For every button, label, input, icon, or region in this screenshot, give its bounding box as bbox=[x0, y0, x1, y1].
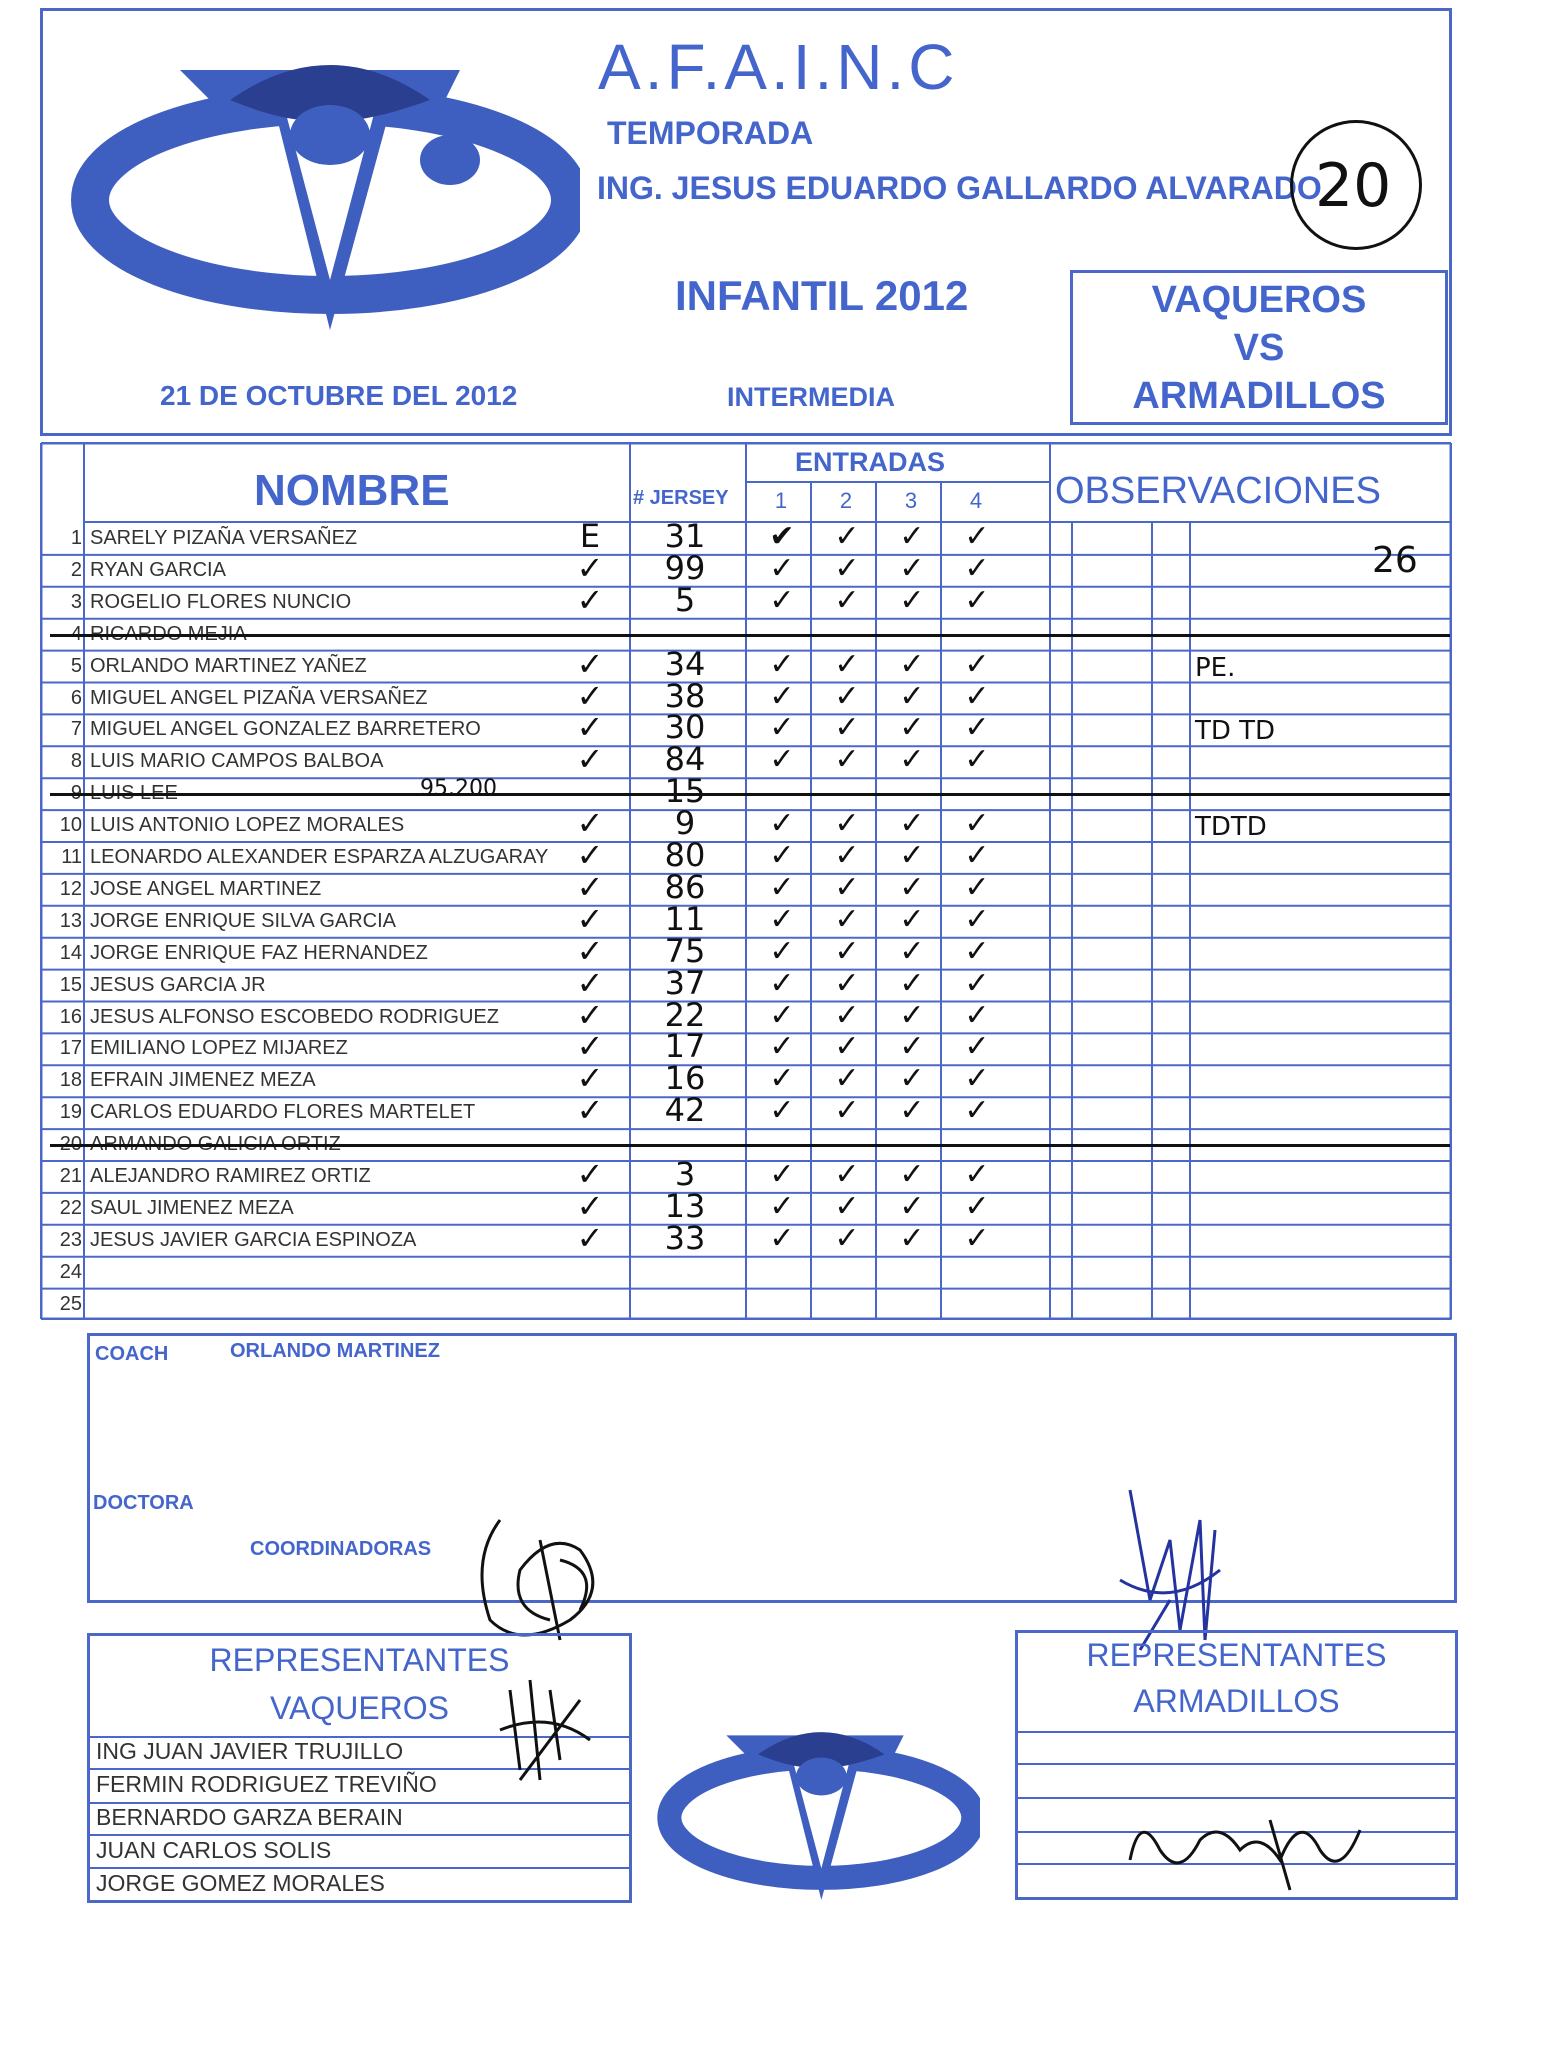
entrada-check: ✓ bbox=[964, 965, 990, 1001]
entrada-check: ✓ bbox=[769, 933, 795, 969]
attendance-mark: ✓ bbox=[576, 676, 604, 715]
jersey-number: 31 bbox=[664, 517, 706, 555]
entrada-check: ✓ bbox=[834, 1157, 860, 1192]
jersey-number: 99 bbox=[664, 548, 706, 587]
jersey-number: 37 bbox=[664, 963, 706, 1002]
entrada-check: ✓ bbox=[834, 997, 860, 1033]
player-name: ROGELIO FLORES NUNCIO bbox=[90, 590, 352, 613]
entrada-check: ✔ bbox=[769, 519, 795, 554]
entrada-4-header: 4 bbox=[969, 488, 983, 513]
entrada-check: ✓ bbox=[964, 933, 990, 969]
rep-vaqueros-name: ING JUAN JAVIER TRUJILLO bbox=[96, 1738, 404, 1764]
rep-vaqueros-name: JORGE GOMEZ MORALES bbox=[96, 1870, 385, 1896]
entrada-check: ✓ bbox=[964, 838, 990, 873]
entrada-check: ✓ bbox=[769, 1029, 795, 1065]
entrada-check: ✓ bbox=[769, 1220, 795, 1256]
category-label: INFANTIL 2012 bbox=[675, 272, 969, 319]
player-name: RYAN GARCIA bbox=[90, 558, 226, 581]
jersey-number: 34 bbox=[664, 644, 706, 683]
entrada-check: ✓ bbox=[899, 965, 925, 1001]
entrada-check: ✓ bbox=[964, 869, 990, 905]
attendance-mark: ✓ bbox=[576, 708, 604, 747]
attendance-mark: ✓ bbox=[576, 548, 604, 587]
rep-line bbox=[1018, 1731, 1455, 1733]
entrada-check: ✓ bbox=[769, 742, 795, 778]
entrada-check: ✓ bbox=[899, 1029, 925, 1065]
entrada-check: ✓ bbox=[964, 901, 990, 937]
entrada-check: ✓ bbox=[834, 965, 860, 1001]
away-team: ARMADILLOS bbox=[1132, 375, 1386, 417]
entrada-check: ✓ bbox=[899, 646, 925, 682]
attendance-mark: ✓ bbox=[576, 931, 604, 970]
row-number: 25 bbox=[59, 1292, 82, 1315]
game-number-circle bbox=[1290, 120, 1422, 250]
entrada-check: ✓ bbox=[899, 838, 925, 873]
org-title: A.F.A.I.N.C bbox=[598, 31, 959, 103]
row-number: 15 bbox=[59, 973, 82, 996]
row-number: 17 bbox=[59, 1037, 82, 1060]
rep-vaqueros-title: REPRESENTANTES bbox=[209, 1642, 510, 1678]
player-name: JOSE ANGEL MARTINEZ bbox=[90, 877, 322, 900]
attendance-mark: ✓ bbox=[576, 804, 604, 843]
row-number: 4 bbox=[70, 622, 82, 645]
player-name: JESUS GARCIA JR bbox=[90, 973, 266, 996]
entrada-check: ✓ bbox=[769, 678, 795, 714]
entrada-check: ✓ bbox=[964, 678, 990, 714]
attendance-mark: ✓ bbox=[576, 1091, 604, 1130]
jersey-number: 42 bbox=[664, 1091, 706, 1130]
jersey-number: 11 bbox=[664, 899, 706, 938]
staff-box bbox=[87, 1333, 1457, 1603]
rep-vaqueros-name: BERNARDO GARZA BERAIN bbox=[96, 1804, 403, 1830]
jersey-number: 22 bbox=[664, 995, 706, 1034]
entrada-check: ✓ bbox=[769, 838, 795, 873]
entrada-check: ✓ bbox=[769, 646, 795, 682]
entrada-check: ✓ bbox=[834, 519, 860, 554]
entrada-check: ✓ bbox=[834, 550, 860, 586]
entrada-check: ✓ bbox=[899, 1157, 925, 1192]
entrada-check: ✓ bbox=[834, 901, 860, 937]
entrada-check: ✓ bbox=[899, 1188, 925, 1224]
jersey-number: 75 bbox=[664, 931, 706, 970]
entrada-check: ✓ bbox=[899, 806, 925, 842]
entrada-check: ✓ bbox=[769, 869, 795, 905]
observation: TDTD bbox=[1195, 812, 1267, 843]
vs-label: VS bbox=[1233, 327, 1285, 369]
jersey-number: 84 bbox=[664, 740, 706, 779]
row-number: 11 bbox=[61, 846, 82, 868]
entrada-check: ✓ bbox=[899, 1220, 925, 1256]
player-name: MIGUEL ANGEL PIZAÑA VERSAÑEZ bbox=[90, 686, 428, 709]
entrada-check: ✓ bbox=[769, 1093, 795, 1129]
entrada-3-header: 3 bbox=[904, 488, 918, 513]
entrada-check: ✓ bbox=[769, 997, 795, 1033]
game-number: 20 bbox=[1315, 151, 1392, 221]
entrada-check: ✓ bbox=[964, 742, 990, 778]
entrada-check: ✓ bbox=[769, 550, 795, 586]
entrada-check: ✓ bbox=[899, 869, 925, 905]
signature-icon bbox=[1120, 1790, 1390, 1900]
player-name: EFRAIN JIMENEZ MEZA bbox=[90, 1069, 316, 1092]
attendance-mark: ✓ bbox=[576, 899, 604, 938]
entrada-check: ✓ bbox=[769, 901, 795, 937]
signature-icon bbox=[490, 1670, 600, 1790]
entrada-check: ✓ bbox=[899, 678, 925, 714]
entrada-check: ✓ bbox=[964, 550, 990, 586]
entrada-check: ✓ bbox=[834, 1061, 860, 1097]
jersey-number: 30 bbox=[664, 708, 706, 747]
entrada-check: ✓ bbox=[964, 806, 990, 842]
entrada-check: ✓ bbox=[769, 806, 795, 842]
entrada-2-header: 2 bbox=[839, 488, 853, 513]
strike-line bbox=[50, 634, 1450, 637]
row-number: 6 bbox=[70, 686, 82, 709]
entrada-check: ✓ bbox=[964, 1157, 990, 1192]
header-entradas: ENTRADAS bbox=[795, 447, 946, 477]
attendance-mark: ✓ bbox=[576, 963, 604, 1002]
player-name: SARELY PIZAÑA VERSAÑEZ bbox=[90, 527, 358, 549]
attendance-mark: ✓ bbox=[576, 1059, 604, 1098]
coordinadoras-label: COORDINADORAS bbox=[250, 1538, 432, 1560]
entrada-check: ✓ bbox=[834, 933, 860, 969]
entrada-check: ✓ bbox=[964, 582, 990, 618]
entrada-check: ✓ bbox=[834, 1188, 860, 1224]
attendance-mark: ✓ bbox=[576, 1186, 604, 1225]
entrada-check: ✓ bbox=[769, 965, 795, 1001]
attendance-mark: ✓ bbox=[576, 1218, 604, 1257]
entrada-check: ✓ bbox=[834, 710, 860, 746]
row-number: 21 bbox=[59, 1165, 82, 1187]
entrada-check: ✓ bbox=[899, 550, 925, 586]
attendance-mark: ✓ bbox=[576, 644, 604, 683]
entrada-check: ✓ bbox=[834, 806, 860, 842]
jersey-number: 5 bbox=[674, 580, 696, 619]
entrada-check: ✓ bbox=[964, 710, 990, 746]
header-jersey: # JERSEY bbox=[633, 487, 729, 509]
observation: TD TD bbox=[1195, 716, 1276, 747]
attendance-mark: ✓ bbox=[576, 1155, 604, 1193]
entrada-check: ✓ bbox=[964, 1061, 990, 1097]
entrada-check: ✓ bbox=[899, 1061, 925, 1097]
attendance-mark: ✓ bbox=[576, 580, 604, 619]
row-number: 7 bbox=[70, 718, 82, 741]
coach-name: ORLANDO MARTINEZ bbox=[230, 1340, 440, 1362]
note-26: 26 bbox=[1372, 540, 1418, 581]
player-name: ORLANDO MARTINEZ YAÑEZ bbox=[90, 654, 367, 677]
player-name: LUIS ANTONIO LOPEZ MORALES bbox=[90, 814, 405, 837]
attendance-mark: E bbox=[579, 517, 601, 555]
player-name: LUIS MARIO CAMPOS BALBOA bbox=[90, 750, 384, 773]
player-name: RICARDO MEJIA bbox=[90, 622, 247, 645]
entrada-check: ✓ bbox=[964, 1093, 990, 1129]
header-observaciones: OBSERVACIONES bbox=[1055, 470, 1381, 512]
jersey-number: 38 bbox=[664, 676, 706, 715]
jersey-number: 9 bbox=[674, 804, 696, 843]
entrada-check: ✓ bbox=[964, 1029, 990, 1065]
rep-line bbox=[90, 1834, 629, 1836]
attendance-mark: ✓ bbox=[576, 1027, 604, 1066]
entrada-check: ✓ bbox=[899, 582, 925, 618]
match-date: 21 DE OCTUBRE DEL 2012 bbox=[160, 380, 518, 411]
row-number: 13 bbox=[59, 909, 82, 932]
jersey-number: 13 bbox=[664, 1186, 706, 1225]
rep-armadillos-title: REPRESENTANTES bbox=[1086, 1637, 1387, 1673]
attendance-mark: ✓ bbox=[576, 740, 604, 779]
entrada-check: ✓ bbox=[834, 582, 860, 618]
entrada-check: ✓ bbox=[834, 1029, 860, 1065]
rep-vaqueros-name: JUAN CARLOS SOLIS bbox=[96, 1837, 332, 1863]
entrada-check: ✓ bbox=[834, 838, 860, 873]
player-name: JESUS ALFONSO ESCOBEDO RODRIGUEZ bbox=[90, 1005, 499, 1028]
jersey-number: 33 bbox=[664, 1218, 706, 1257]
attendance-mark: ✓ bbox=[576, 836, 604, 874]
entrada-check: ✓ bbox=[899, 933, 925, 969]
player-name: ALEJANDRO RAMIREZ ORTIZ bbox=[90, 1165, 371, 1187]
player-name: ARMANDO GALICIA ORTIZ bbox=[90, 1133, 341, 1156]
jersey-number: 17 bbox=[664, 1027, 706, 1066]
entrada-check: ✓ bbox=[769, 582, 795, 618]
vaqueros-logo-icon bbox=[650, 1710, 980, 1900]
player-name: CARLOS EDUARDO FLORES MARTELET bbox=[90, 1101, 476, 1124]
row-number: 8 bbox=[70, 750, 82, 773]
row-number: 18 bbox=[59, 1069, 82, 1092]
jersey-number: 3 bbox=[674, 1155, 696, 1193]
entrada-check: ✓ bbox=[899, 997, 925, 1033]
rep-line bbox=[90, 1867, 629, 1869]
row-number: 22 bbox=[59, 1196, 82, 1219]
player-name: LUIS LEE bbox=[90, 782, 178, 805]
match-box bbox=[1070, 270, 1448, 425]
entrada-check: ✓ bbox=[899, 1093, 925, 1129]
entrada-check: ✓ bbox=[899, 742, 925, 778]
entrada-check: ✓ bbox=[899, 519, 925, 554]
row-number: 19 bbox=[59, 1101, 82, 1124]
player-name: SAUL JIMENEZ MEZA bbox=[90, 1196, 294, 1219]
jersey-number: 16 bbox=[664, 1059, 706, 1098]
rep-vaqueros-name: FERMIN RODRIGUEZ TREVIÑO bbox=[96, 1771, 437, 1797]
row-number: 14 bbox=[59, 941, 82, 964]
division-label: INTERMEDIA bbox=[727, 382, 895, 412]
observation: PE. bbox=[1195, 652, 1236, 683]
row-number: 5 bbox=[70, 654, 82, 677]
entrada-check: ✓ bbox=[834, 1220, 860, 1256]
entrada-check: ✓ bbox=[964, 646, 990, 682]
entrada-check: ✓ bbox=[769, 1188, 795, 1224]
row-number: 20 bbox=[59, 1133, 82, 1156]
player-name: EMILIANO LOPEZ MIJAREZ bbox=[90, 1037, 348, 1060]
entrada-check: ✓ bbox=[834, 869, 860, 905]
strike-line bbox=[50, 1144, 1450, 1147]
attendance-mark: ✓ bbox=[576, 867, 604, 906]
jersey-number: 80 bbox=[664, 836, 706, 874]
header-nombre: NOMBRE bbox=[254, 466, 450, 515]
row-number: 2 bbox=[70, 558, 82, 581]
player-name: JORGE ENRIQUE SILVA GARCIA bbox=[90, 909, 396, 932]
row-number: 16 bbox=[59, 1005, 82, 1028]
vaqueros-logo-icon bbox=[60, 30, 580, 330]
row-number: 24 bbox=[59, 1260, 82, 1283]
entrada-check: ✓ bbox=[964, 1220, 990, 1256]
player-name: JORGE ENRIQUE FAZ HERNANDEZ bbox=[90, 941, 428, 964]
entrada-check: ✓ bbox=[899, 901, 925, 937]
row-number: 1 bbox=[70, 527, 82, 549]
entrada-check: ✓ bbox=[964, 519, 990, 554]
player-name: JESUS JAVIER GARCIA ESPINOZA bbox=[90, 1228, 417, 1251]
entrada-check: ✓ bbox=[769, 710, 795, 746]
coach-label: COACH bbox=[95, 1343, 169, 1365]
rep-armadillos-team: ARMADILLOS bbox=[1133, 1683, 1340, 1719]
president-name: ING. JESUS EDUARDO GALLARDO ALVARADO bbox=[597, 170, 1322, 206]
entrada-check: ✓ bbox=[769, 1061, 795, 1097]
struck-note: 95.200 bbox=[420, 776, 497, 802]
rep-vaqueros-team: VAQUEROS bbox=[270, 1690, 449, 1726]
entrada-check: ✓ bbox=[834, 646, 860, 682]
player-name: LEONARDO ALEXANDER ESPARZA ALZUGARAY bbox=[90, 846, 549, 868]
rep-line bbox=[1018, 1763, 1455, 1765]
temporada-label: TEMPORADA bbox=[607, 115, 814, 151]
entrada-check: ✓ bbox=[769, 1157, 795, 1192]
row-number: 3 bbox=[70, 590, 82, 613]
entrada-1-header: 1 bbox=[774, 488, 788, 513]
row-number: 23 bbox=[59, 1228, 82, 1251]
entrada-check: ✓ bbox=[834, 678, 860, 714]
row-number: 10 bbox=[59, 814, 82, 837]
row-number: 12 bbox=[59, 877, 82, 900]
doctora-label: DOCTORA bbox=[93, 1492, 194, 1514]
attendance-mark: ✓ bbox=[576, 995, 604, 1034]
home-team: VAQUEROS bbox=[1151, 279, 1367, 321]
jersey-number: 15 bbox=[664, 772, 706, 811]
row-number: 9 bbox=[70, 782, 82, 805]
entrada-check: ✓ bbox=[834, 1093, 860, 1129]
strike-line bbox=[50, 793, 1450, 796]
jersey-number: 86 bbox=[664, 867, 706, 906]
player-name: MIGUEL ANGEL GONZALEZ BARRETERO bbox=[90, 718, 481, 741]
entrada-check: ✓ bbox=[964, 1188, 990, 1224]
entrada-check: ✓ bbox=[834, 742, 860, 778]
entrada-check: ✓ bbox=[899, 710, 925, 746]
entrada-check: ✓ bbox=[964, 997, 990, 1033]
